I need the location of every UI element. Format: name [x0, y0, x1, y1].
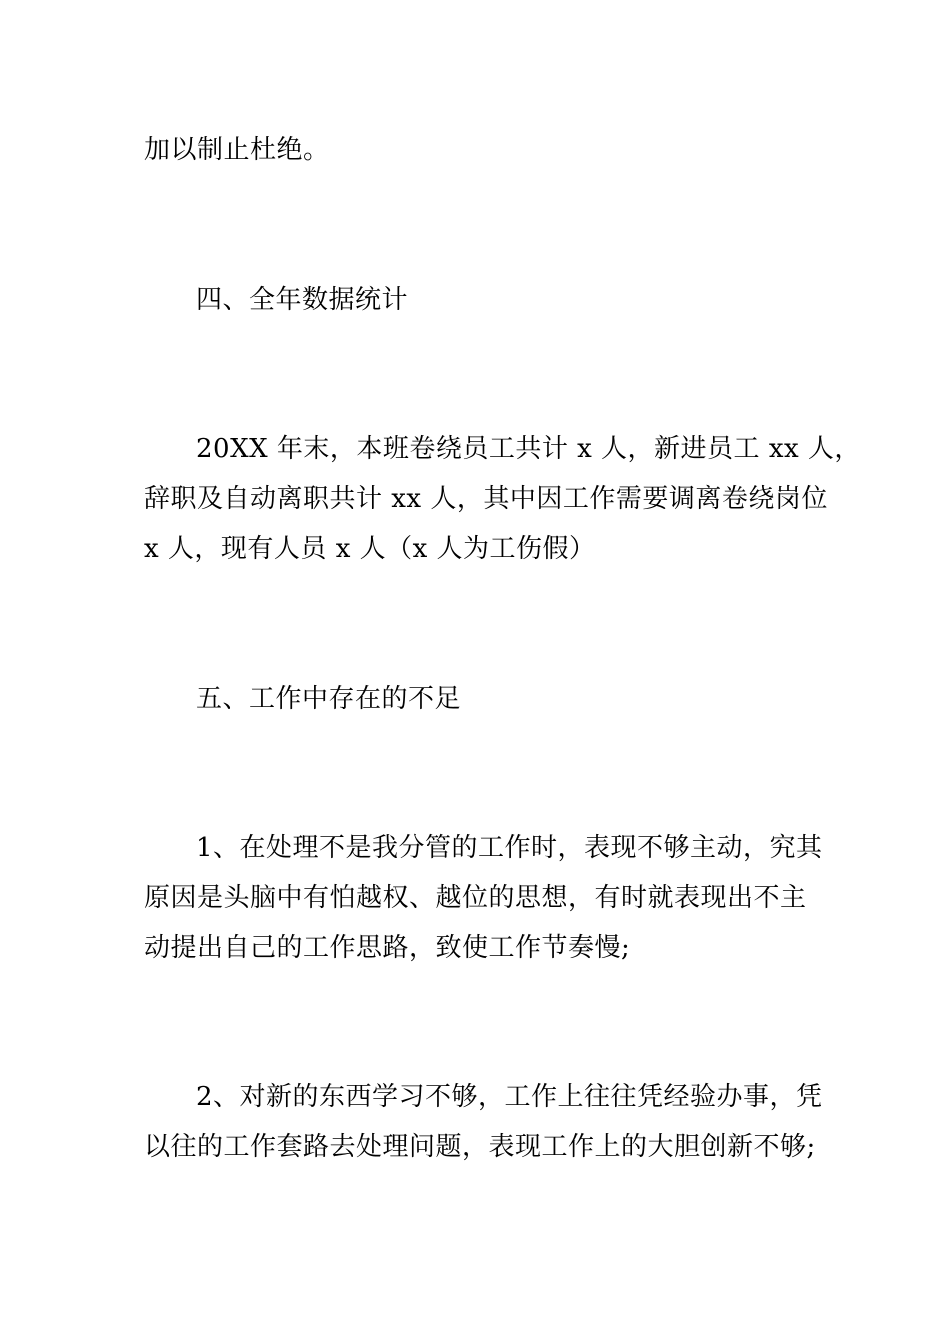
list-item-line: 以往的工作套路去处理问题，表现工作上的大胆创新不够; [144, 1132, 816, 1162]
paragraph-line: 20XX 年末，本班卷绕员工共计 x 人，新进员工 xx 人， [196, 434, 861, 464]
list-item-line: 动提出自己的工作思路，致使工作节奏慢; [144, 933, 631, 963]
paragraph-line: 加以制止杜绝。 [144, 135, 330, 165]
section-heading-5: 五、工作中存在的不足 [196, 684, 462, 714]
paragraph-line: 辞职及自动离职共计 xx 人，其中因工作需要调离卷绕岗位 [144, 484, 828, 514]
list-item-line: 2、对新的东西学习不够，工作上往往凭经验办事，凭 [196, 1082, 823, 1112]
list-item-line: 1、在处理不是我分管的工作时，表现不够主动，究其 [196, 833, 823, 863]
section-heading-4: 四、全年数据统计 [196, 285, 409, 315]
paragraph-line: x 人，现有人员 x 人（x 人为工伤假） [144, 534, 596, 564]
list-item-line: 原因是头脑中有怕越权、越位的思想，有时就表现出不主 [144, 883, 807, 913]
